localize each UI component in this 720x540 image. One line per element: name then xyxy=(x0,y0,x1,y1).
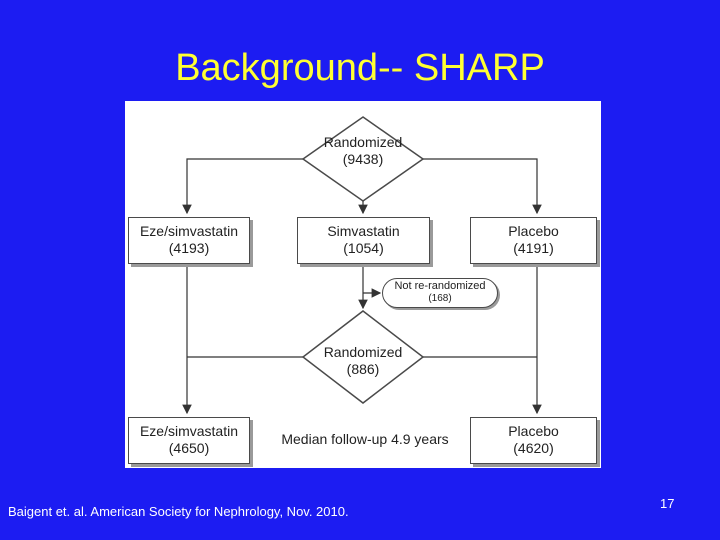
arm-eze-2-box xyxy=(128,417,250,464)
not-rerandomized-label: Not re-randomized xyxy=(394,280,486,292)
arm-placebo-1-box xyxy=(470,217,597,264)
flowchart-panel xyxy=(125,101,601,468)
arm-eze-1-count: (4193) xyxy=(168,240,210,256)
arm-eze-1-box xyxy=(128,217,250,264)
arm-placebo-2-box xyxy=(470,417,597,464)
arm-simva-label: Simvastatin xyxy=(327,223,400,239)
randomized-1-label: Randomized xyxy=(323,134,403,150)
randomized-1-count: (9438) xyxy=(342,151,384,167)
arm-eze-2-count: (4650) xyxy=(168,440,210,456)
not-rerandomized-count: (168) xyxy=(428,293,452,304)
randomized-2-count: (886) xyxy=(346,361,380,377)
arrow-to-placebo-1 xyxy=(423,159,537,213)
arm-eze-2-label: Eze/simvastatin xyxy=(139,423,239,439)
randomized-2-label: Randomized xyxy=(323,344,403,360)
arrow-to-eze-1 xyxy=(187,159,303,213)
arm-simva-box xyxy=(297,217,430,264)
randomized-2-text xyxy=(313,344,413,378)
slide-title: Background-- SHARP xyxy=(175,47,545,89)
page-number: 17 xyxy=(660,496,675,511)
arm-placebo-2-count: (4620) xyxy=(513,440,554,456)
not-rerandomized-pill xyxy=(382,278,498,308)
median-followup: Median follow-up 4.9 years xyxy=(281,431,449,447)
arm-eze-1-label: Eze/simvastatin xyxy=(139,223,239,239)
arm-placebo-2-label: Placebo xyxy=(508,423,559,439)
arm-simva-count: (1054) xyxy=(343,240,384,256)
citation: Baigent et. al. American Society for Nephrology, Nov. 2010. xyxy=(8,504,349,519)
randomized-1-text xyxy=(313,134,413,168)
arm-placebo-1-label: Placebo xyxy=(508,223,559,239)
arm-placebo-1-count: (4191) xyxy=(513,240,554,256)
